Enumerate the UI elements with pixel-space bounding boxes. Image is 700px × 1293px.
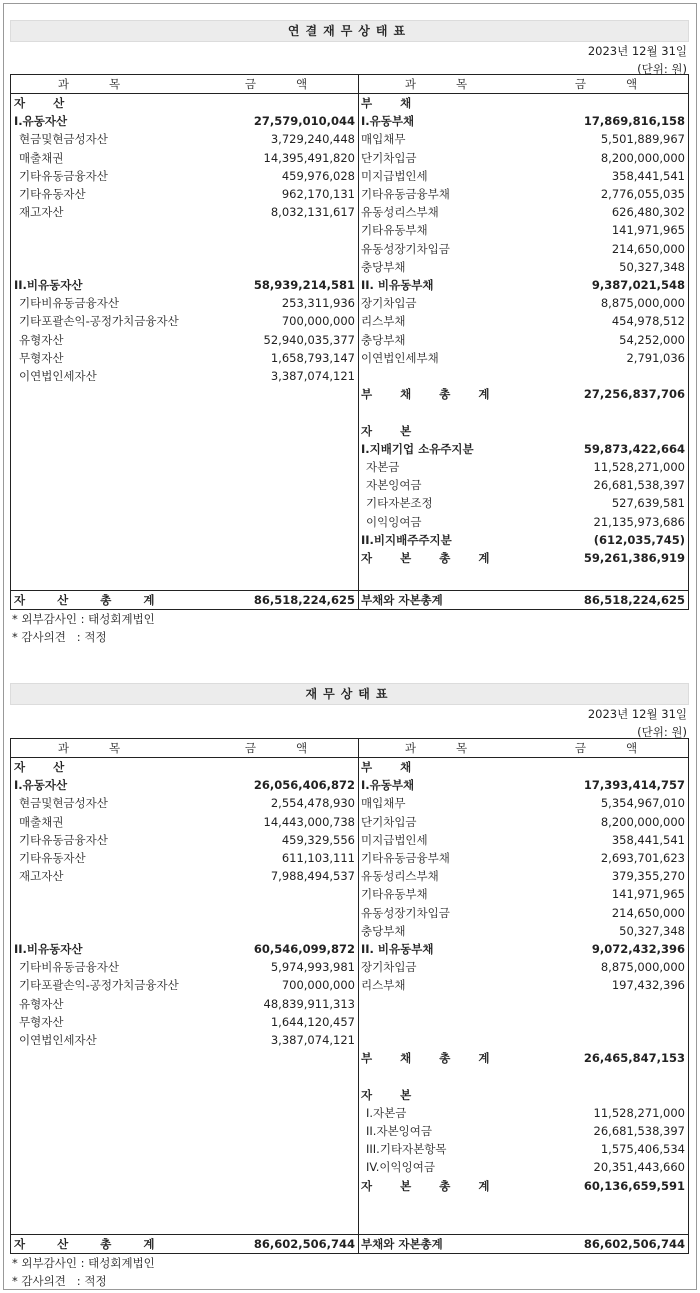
line-item (358, 167, 688, 185)
line-item-amount: (612,035,745) (593, 532, 685, 547)
assets-column (11, 739, 359, 1253)
line-item-amount: 5,974,993,981 (270, 960, 355, 975)
line-item-amount: 214,650,000 (611, 241, 685, 256)
line-item-label: 이연법인세자산 (19, 1033, 97, 1047)
unit-label: (단위: 원) (637, 62, 687, 76)
line-item (358, 240, 688, 258)
liabilities-equity-column (358, 739, 688, 1253)
line-item (11, 976, 358, 994)
line-item-label: 유동성장기차입금 (361, 241, 450, 256)
header-item: 과목 (404, 741, 508, 755)
line-item-label: I.유동부채 (361, 114, 415, 129)
line-item-amount: 27,579,010,044 (253, 114, 355, 129)
line-item (358, 185, 688, 203)
line-item-amount: 20,351,443,660 (593, 1160, 685, 1175)
line-item (11, 167, 358, 185)
line-item (358, 458, 688, 476)
line-item-amount: 26,681,538,397 (593, 478, 685, 493)
line-item (358, 149, 688, 167)
line-item-label: III.기타자본항목 (366, 1142, 447, 1157)
section-title: 재무상태표 (10, 683, 689, 705)
total-liab-equity-value: 86,518,224,625 (583, 593, 685, 607)
header-amount: 금액 (244, 77, 348, 91)
line-item (358, 940, 688, 958)
line-item (11, 995, 358, 1013)
line-item (358, 922, 688, 940)
line-item-label: 자 본 총 계 (361, 551, 502, 565)
line-item (358, 958, 688, 976)
line-item-label: 이익잉여금 (366, 514, 422, 529)
line-item-amount: 17,869,816,158 (583, 114, 685, 129)
line-item (358, 422, 688, 440)
line-item-label: 충당부채 (361, 923, 406, 938)
total-assets-value: 86,602,506,744 (253, 1237, 355, 1251)
line-item-amount: 1,658,793,147 (270, 350, 355, 365)
line-item (358, 1049, 688, 1067)
line-item (358, 1013, 688, 1031)
line-item-amount: 21,135,973,686 (593, 514, 685, 529)
table-header (358, 75, 688, 94)
line-item-amount: 14,443,000,738 (263, 814, 355, 829)
line-item-label: 부 채 (361, 760, 424, 774)
line-item-amount: 358,441,541 (611, 832, 685, 847)
total-liab-equity-label: 부채와 자본총계 (361, 593, 443, 607)
line-item (358, 130, 688, 148)
line-item-label: II.자본잉여금 (366, 1124, 432, 1138)
total-assets-label: 자 산 총 계 (14, 1237, 169, 1251)
line-item (11, 776, 358, 794)
line-item (358, 476, 688, 494)
opinion-note: * 감사의견 : 적정 (12, 630, 107, 644)
table-header (11, 75, 358, 94)
line-item-amount: 9,072,432,396 (591, 942, 685, 956)
line-item-amount: 60,136,659,591 (583, 1178, 685, 1193)
line-item-label: 유형자산 (19, 332, 64, 347)
line-item-label: 이연법인세부채 (361, 350, 439, 365)
line-item-amount: 454,978,512 (611, 314, 685, 329)
line-item-label: 단기차입금 (361, 150, 417, 165)
total-liab-equity-row (358, 1234, 688, 1253)
section-title: 연결재무상태표 (10, 20, 689, 42)
line-item-amount: 52,940,035,377 (263, 332, 355, 347)
line-item (358, 494, 688, 512)
line-item-amount: 48,839,911,313 (263, 996, 355, 1011)
line-item (11, 1013, 358, 1031)
line-item-amount: 214,650,000 (611, 905, 685, 920)
header-item: 과목 (404, 77, 508, 91)
line-item-amount: 7,988,494,537 (270, 869, 355, 884)
header-item: 과목 (57, 741, 161, 755)
line-item (358, 1086, 688, 1104)
line-item-label: 리스부채 (361, 978, 406, 993)
total-assets-value: 86,518,224,625 (253, 593, 355, 607)
line-item (11, 885, 358, 903)
line-item-amount: 3,387,074,121 (270, 1033, 355, 1047)
line-item-label: 기타유동부채 (361, 223, 428, 238)
line-item (358, 976, 688, 994)
line-item-label: 장기차입금 (361, 960, 417, 975)
line-item-label: 기타유동부채 (361, 887, 428, 902)
line-item-label: 자 본 (361, 423, 424, 438)
line-item-label: 이연법인세자산 (19, 369, 97, 383)
line-item (358, 849, 688, 867)
line-item-amount: 459,976,028 (281, 168, 355, 183)
line-item-amount: 8,200,000,000 (600, 814, 685, 829)
line-item (358, 203, 688, 221)
line-item-amount: 58,939,214,581 (253, 278, 355, 292)
line-item-label: 기타포괄손익-공정가치금융자산 (19, 314, 179, 329)
line-item-amount: 50,327,348 (619, 259, 685, 274)
line-item-amount: 26,465,847,153 (583, 1051, 685, 1066)
line-item-amount: 3,387,074,121 (270, 369, 355, 383)
line-item (11, 867, 358, 885)
header-amount: 금액 (574, 77, 678, 91)
line-item-label: 무형자산 (19, 1014, 64, 1029)
header-amount: 금액 (244, 741, 348, 755)
line-item-amount: 3,729,240,448 (270, 132, 355, 147)
line-item-label: 자 산 (14, 96, 77, 110)
unit-label: (단위: 원) (637, 725, 687, 739)
line-item (358, 1104, 688, 1122)
line-item-label: 기타유동금융부채 (361, 851, 450, 865)
line-item-label: 부 채 (361, 96, 424, 110)
line-item-label: 장기차입금 (361, 296, 417, 311)
line-item-label: 리스부채 (361, 314, 406, 329)
line-item (358, 813, 688, 831)
line-item (358, 1158, 688, 1176)
line-item (11, 276, 358, 294)
line-item-amount: 26,056,406,872 (253, 778, 355, 793)
line-item-amount: 358,441,541 (611, 168, 685, 183)
line-item-label: 현금및현금성자산 (19, 132, 108, 147)
line-item-label: 매출채권 (19, 814, 64, 829)
line-item (358, 1031, 688, 1049)
assets-column (11, 75, 359, 609)
line-item-label: 단기차입금 (361, 814, 417, 829)
line-item-amount: 527,639,581 (611, 496, 685, 511)
line-item (11, 240, 358, 258)
line-item-amount: 1,644,120,457 (270, 1014, 355, 1029)
line-item (11, 203, 358, 221)
line-item (358, 904, 688, 922)
line-item (11, 112, 358, 130)
line-item-label: I.자본금 (366, 1105, 407, 1120)
header-item: 과목 (57, 77, 161, 91)
line-item (358, 549, 688, 567)
line-item-amount: 8,032,131,617 (270, 205, 355, 220)
line-item-amount: 11,528,271,000 (593, 460, 685, 474)
table-header (11, 739, 358, 758)
line-item (358, 776, 688, 794)
line-item-amount: 962,170,131 (281, 187, 355, 201)
report-date: 2023년 12월 31일 (587, 707, 687, 721)
line-item (11, 185, 358, 203)
line-item-label: 기타유동금융자산 (19, 168, 108, 183)
line-item-amount: 626,480,302 (611, 205, 685, 220)
line-item (358, 367, 688, 385)
line-item (11, 849, 358, 867)
report-date: 2023년 12월 31일 (587, 44, 687, 58)
line-item-amount: 2,554,478,930 (270, 796, 355, 811)
line-item-label: 기타비유동금융자산 (19, 296, 119, 311)
line-item (11, 331, 358, 349)
consolidated-table (10, 74, 689, 610)
line-item (358, 1122, 688, 1140)
line-item-label: I.유동자산 (14, 778, 68, 793)
line-item-amount: 2,791,036 (626, 350, 685, 365)
line-item-amount: 8,875,000,000 (600, 960, 685, 975)
line-item-amount: 8,200,000,000 (600, 150, 685, 165)
line-item-label: 유형자산 (19, 996, 64, 1011)
line-item-amount: 11,528,271,000 (593, 1105, 685, 1120)
line-item (358, 312, 688, 330)
line-item-amount: 253,311,936 (281, 296, 355, 311)
line-item-label: 기타유동금융부채 (361, 187, 450, 201)
line-item-amount: 17,393,414,757 (583, 778, 685, 793)
line-item-amount: 27,256,837,706 (583, 387, 685, 402)
line-item-amount: 141,971,965 (611, 887, 685, 902)
line-item-amount: 2,776,055,035 (600, 187, 685, 201)
line-item-amount: 54,252,000 (619, 332, 685, 347)
line-item-amount: 9,387,021,548 (591, 278, 685, 292)
line-item-amount: 59,261,386,919 (583, 551, 685, 565)
line-item-label: 기타자본조정 (366, 496, 433, 511)
line-item (358, 513, 688, 531)
line-item-label: 기타포괄손익-공정가치금융자산 (19, 978, 179, 993)
line-item (358, 531, 688, 549)
line-item (11, 813, 358, 831)
line-item-amount: 141,971,965 (611, 223, 685, 238)
line-item-amount: 1,575,406,534 (600, 1142, 685, 1157)
line-item-label: 기타유동자산 (19, 187, 86, 201)
line-item (11, 940, 358, 958)
header-amount: 금액 (574, 741, 678, 755)
line-item-label: II. 비유동부채 (361, 278, 434, 292)
line-item (11, 1031, 358, 1049)
total-liab-equity-value: 86,602,506,744 (583, 1237, 685, 1251)
line-item (358, 440, 688, 458)
line-item-label: 매입채무 (361, 132, 406, 147)
audit-notes (12, 1254, 155, 1290)
line-item (358, 995, 688, 1013)
line-item-label: 자본금 (366, 460, 400, 474)
line-item-amount: 5,501,889,967 (600, 132, 685, 147)
line-item-label: 유동성장기차입금 (361, 905, 450, 920)
line-item-label: 기타비유동금융자산 (19, 960, 119, 975)
separate-table (10, 738, 689, 1254)
line-item (358, 276, 688, 294)
line-item (358, 758, 688, 776)
line-item-amount: 459,329,556 (281, 832, 355, 847)
line-item-label: IV.이익잉여금 (366, 1160, 435, 1175)
line-item-amount: 8,875,000,000 (600, 296, 685, 311)
line-item-label: 매입채무 (361, 796, 406, 811)
line-item (11, 312, 358, 330)
total-liab-equity-row (358, 590, 688, 609)
separate-balance-sheet (10, 683, 689, 741)
line-item (11, 367, 358, 385)
line-item-label: 부 채 총 계 (361, 1051, 502, 1066)
line-item-label: I.유동자산 (14, 114, 68, 129)
line-item (358, 258, 688, 276)
total-assets-row (11, 590, 358, 609)
total-assets-label: 자 산 총 계 (14, 593, 169, 607)
line-item (358, 1177, 688, 1195)
line-item (11, 958, 358, 976)
line-item-label: I.지배기업 소유주지분 (361, 441, 474, 456)
line-item (358, 1067, 688, 1085)
line-item-amount: 60,546,099,872 (253, 942, 355, 956)
line-item-label: 자 본 총 계 (361, 1178, 502, 1193)
total-assets-row (11, 1234, 358, 1253)
line-item (11, 758, 358, 776)
line-item-label: 무형자산 (19, 350, 64, 365)
line-item (358, 294, 688, 312)
line-item-label: 매출채권 (19, 150, 64, 165)
line-item (11, 922, 358, 940)
line-item-label: 기타유동자산 (19, 851, 86, 865)
line-item-amount: 700,000,000 (281, 314, 355, 329)
line-item (358, 349, 688, 367)
line-item (11, 831, 358, 849)
line-item-amount: 611,103,111 (281, 851, 355, 865)
line-item (358, 867, 688, 885)
line-item-label: 자 본 (361, 1087, 424, 1102)
line-item (358, 831, 688, 849)
line-item-label: 미지급법인세 (361, 832, 428, 847)
auditor-note: * 외부감사인 : 태성회계법인 (12, 1256, 155, 1270)
line-item-label: II.비지배주주지분 (361, 532, 452, 547)
line-item (11, 130, 358, 148)
line-item (11, 349, 358, 367)
total-liab-equity-label: 부채와 자본총계 (361, 1237, 443, 1251)
line-item-amount: 50,327,348 (619, 923, 685, 938)
audit-notes (12, 610, 155, 646)
line-item (358, 221, 688, 239)
line-item (11, 149, 358, 167)
line-item-label: 재고자산 (19, 869, 64, 884)
line-item-label: II.비유동자산 (14, 942, 83, 956)
line-item-amount: 14,395,491,820 (263, 150, 355, 165)
line-item-label: 자 산 (14, 760, 77, 774)
line-item-label: 충당부채 (361, 259, 406, 274)
line-item (358, 885, 688, 903)
line-item (358, 112, 688, 130)
line-item-label: 유동성리스부채 (361, 869, 439, 884)
auditor-note: * 외부감사인 : 태성회계법인 (12, 612, 155, 626)
line-item (11, 794, 358, 812)
line-item (358, 331, 688, 349)
opinion-note: * 감사의견 : 적정 (12, 1274, 107, 1288)
line-item-label: 재고자산 (19, 205, 64, 220)
line-item-label: 자본잉여금 (366, 478, 422, 493)
line-item-label: I.유동부채 (361, 778, 415, 793)
line-item-label: 부 채 총 계 (361, 387, 502, 402)
line-item-amount: 5,354,967,010 (600, 796, 685, 811)
liabilities-equity-column (358, 75, 688, 609)
line-item-amount: 2,693,701,623 (600, 851, 685, 865)
line-item-label: 현금및현금성자산 (19, 796, 108, 811)
line-item-label: II.비유동자산 (14, 278, 83, 292)
line-item-amount: 26,681,538,397 (593, 1124, 685, 1138)
line-item-label: II. 비유동부채 (361, 942, 434, 956)
line-item (358, 794, 688, 812)
line-item (11, 904, 358, 922)
line-item-amount: 700,000,000 (281, 978, 355, 993)
line-item (11, 221, 358, 239)
table-header (358, 739, 688, 758)
line-item (11, 94, 358, 112)
line-item-amount: 59,873,422,664 (583, 441, 685, 456)
line-item (11, 294, 358, 312)
line-item-label: 기타유동금융자산 (19, 832, 108, 847)
line-item-label: 유동성리스부채 (361, 205, 439, 220)
line-item (358, 1140, 688, 1158)
line-item-label: 미지급법인세 (361, 168, 428, 183)
line-item-amount: 197,432,396 (611, 978, 685, 993)
line-item-label: 충당부채 (361, 332, 406, 347)
line-item (358, 94, 688, 112)
line-item-amount: 379,355,270 (611, 869, 685, 884)
line-item (358, 403, 688, 421)
line-item (358, 385, 688, 403)
consolidated-balance-sheet (10, 20, 689, 78)
line-item (11, 258, 358, 276)
